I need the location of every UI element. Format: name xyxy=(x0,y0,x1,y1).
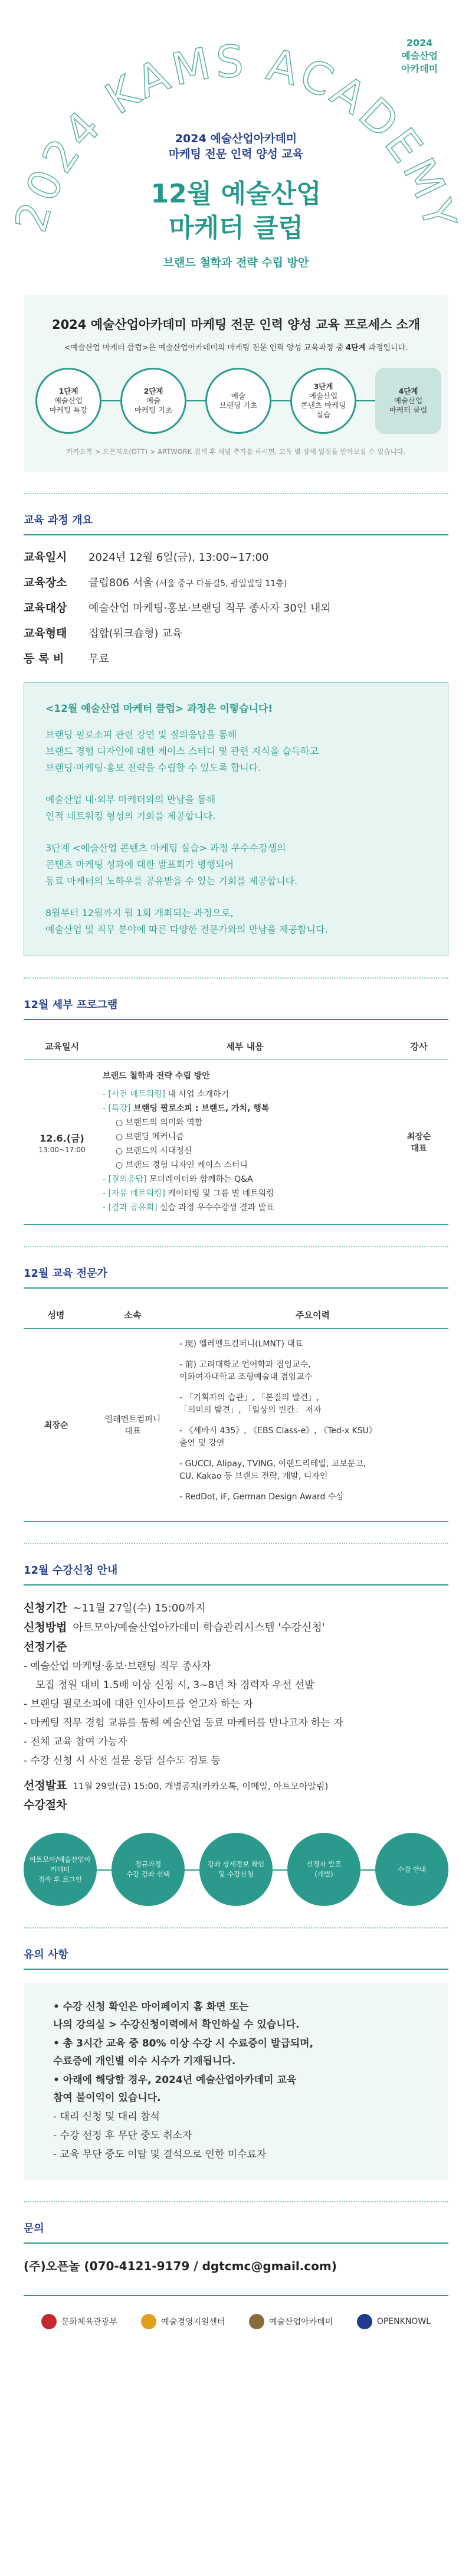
footer-logo xyxy=(249,2314,333,2329)
expert-row xyxy=(24,1329,448,1522)
expert-table xyxy=(24,1302,448,1522)
signup-announce-value: 11월 29일(금) 15:00, 개별공지(카카오톡, 이메일, 아트모아알림) xyxy=(73,1781,329,1792)
signup-flow xyxy=(24,1833,448,1906)
intro-paragraph: 3단계 <예술산업 콘텐츠 마케팅 실습> 과정 우수수강생의 콘텐츠 마케팅 성과에 대한 발표회가 병행되어 동료 마케터의 노하우를 공유받을 수 있는 기회를 제공합니다. xyxy=(45,842,298,887)
overview-value: 예술산업 마케팅·홍보·브랜딩 직무 종사자 30인 내외 xyxy=(88,602,331,614)
overview-row xyxy=(24,625,448,640)
program-section xyxy=(24,996,448,1225)
signup-period xyxy=(24,1598,448,1618)
program-item-tag: - [특강] xyxy=(103,1104,131,1113)
intro-paragraph: 예술산업 내·외부 마케터와의 만남을 통해 인적 네트워킹 형성의 기회를 제공합니다. xyxy=(45,794,216,822)
overview-row xyxy=(24,548,448,564)
contact-title: 문의 xyxy=(24,2220,448,2244)
process-step-text: 마케터 클럽 xyxy=(389,406,428,414)
signup-method-value: 아트모아/예술산업아카데미 학습관리시스템 '수강신청' xyxy=(73,1622,325,1634)
process-step-text: 실습 xyxy=(316,410,331,419)
footer-logo-text: 예술산업아카데미 xyxy=(269,2317,333,2327)
signup-criteria-list xyxy=(24,1657,448,1770)
overview-value: 2024년 12월 6일(금), 13:00~17:00 xyxy=(88,551,269,564)
program-item-text: ○ 브랜드 경험 디자인 케이스 스터디 xyxy=(116,1160,248,1170)
hero-subtitle-line1: 2024 예술산업아카데미 xyxy=(175,132,297,145)
overview-key: 교육형태 xyxy=(24,627,67,640)
contact-section xyxy=(24,2220,448,2244)
footer-logos xyxy=(24,2295,448,2353)
process-step-text: 예술 xyxy=(231,391,246,400)
program-item xyxy=(103,1144,387,1158)
expert-history xyxy=(177,1329,448,1522)
program-item-text: ○ 브랜딩 메커니즘 xyxy=(116,1132,184,1142)
flow-step: 정규과정 수강 강좌 선택 xyxy=(112,1833,185,1906)
overview-section xyxy=(24,512,448,535)
overview-key: 교육장소 xyxy=(24,576,67,589)
footer-logo-mark-icon xyxy=(249,2314,264,2329)
hero xyxy=(0,0,472,277)
signup-process xyxy=(24,1796,448,1815)
footer-logo-text: 문화체육관광부 xyxy=(61,2317,117,2327)
program-heading: 브랜드 철학과 전략 수립 방안 xyxy=(103,1071,210,1081)
expert-org-role: 대표 xyxy=(124,1427,141,1436)
divider xyxy=(24,2201,448,2202)
overview-title: 교육 과정 개요 xyxy=(24,512,448,535)
program-item-tag: - [질의응답] xyxy=(103,1175,147,1184)
overview-value: 집합(워크숍형) 교육 xyxy=(88,627,182,640)
program-instructor xyxy=(389,1060,448,1225)
program-item-tag: - [자유 네트워킹] xyxy=(103,1189,166,1198)
signup-criteria-key: 선정기준 xyxy=(24,1640,67,1653)
notice-item: • 총 3시간 교육 중 80% 이상 수강 시 수료증이 발급되며, 수료증에 개인별 이수 시수가 기재됩니다. xyxy=(53,2038,314,2067)
program-item-text: ○ 브랜드의 의미와 역할 xyxy=(116,1118,203,1127)
program-item xyxy=(103,1130,387,1144)
process-step-num: 3단계 xyxy=(313,382,333,391)
overview-value-detail: (서울 중구 다동길5, 광일빌딩 11층) xyxy=(153,579,287,589)
program-item-tag: - [사전 네트워킹] xyxy=(103,1090,166,1099)
signup-period-key: 신청기간 xyxy=(24,1601,67,1614)
signup-section xyxy=(24,1562,448,1586)
expert-header-history: 주요이력 xyxy=(177,1302,448,1329)
expert-title: 12월 교육 전문가 xyxy=(24,1265,448,1289)
criteria-item: - 수강 신청 시 사전 설문 응답 실수도 검토 등 xyxy=(24,1755,221,1767)
overview-list xyxy=(24,548,448,666)
divider xyxy=(24,493,448,494)
notice-item: - 수강 선정 후 무단 중도 취소자 xyxy=(53,2130,192,2142)
notice-item: - 교육 무단 중도 이탈 및 결석으로 인한 미수료자 xyxy=(53,2149,267,2160)
program-item xyxy=(103,1186,387,1201)
intro-paragraph: 브랜딩 필로소피 관련 강연 및 질의응답을 통해 브랜드 경험 디자인에 대한 케이스 스터디 및 관련 지식을 습득하고 브랜딩·마케팅·홍보 전략을 수립할 수 있도록 합니다. xyxy=(45,729,319,773)
footer-logo-mark-icon xyxy=(141,2314,156,2329)
process-desc-suffix: 과정입니다. xyxy=(366,344,408,352)
expert-history-item: - 前) 고려대학교 언어학과 겸임교수, 이화여자대학교 조형예술대 겸임교수 xyxy=(179,1360,313,1382)
flow-step: 선정자 발표 (개별) xyxy=(287,1833,360,1906)
signup-process-key: 수강절차 xyxy=(24,1799,67,1812)
corner-year: 2024 xyxy=(406,37,433,48)
program-item xyxy=(103,1158,387,1172)
process-step-text: 브랜딩 기초 xyxy=(219,401,258,410)
overview-key: 등 록 비 xyxy=(24,652,64,665)
expert-org xyxy=(88,1329,177,1522)
program-title: 12월 세부 프로그램 xyxy=(24,996,448,1020)
overview-key: 교육일시 xyxy=(24,551,67,564)
signup-method-key: 신청방법 xyxy=(24,1621,67,1634)
program-row xyxy=(24,1060,448,1225)
overview-row xyxy=(24,599,448,615)
footer-logo xyxy=(141,2314,225,2329)
program-item-text: 실습 과정 우수수강생 결과 발표 xyxy=(157,1203,274,1212)
expert-header-org: 소속 xyxy=(88,1302,177,1329)
process-step-text: 콘텐츠 마케팅 xyxy=(300,401,346,410)
overview-row xyxy=(24,574,448,590)
process-step-text: 예술산업 xyxy=(54,396,83,405)
program-date xyxy=(24,1060,100,1225)
program-item-text: 모더레이터와 함께하는 Q&A xyxy=(146,1175,253,1184)
divider xyxy=(24,1927,448,1928)
corner-name1: 예술산업 xyxy=(401,50,438,61)
notice-item: • 수강 신청 확인은 마이페이지 홈 화면 또는 나의 강의실 > 수강신청이력에서 확인하실 수 있습니다. xyxy=(53,2001,300,2031)
divider xyxy=(24,978,448,979)
process-step-text: 예술 xyxy=(146,396,161,405)
expert-history-item: - 現) 엘레멘트컴퍼니(LMNT) 대표 xyxy=(179,1339,303,1349)
process-steps xyxy=(35,368,442,434)
program-item xyxy=(103,1116,387,1130)
process-step-num: 4단계 xyxy=(398,387,418,395)
criteria-item: - 브랜딩 필로소피에 대한 인사이트를 얻고자 하는 자 xyxy=(24,1698,253,1710)
step-connector xyxy=(186,400,205,401)
overview-key: 교육대상 xyxy=(24,601,67,614)
program-instructor-name: 최장순 xyxy=(407,1132,431,1142)
hero-subtitle xyxy=(0,131,472,162)
overview-row xyxy=(24,650,448,666)
expert-section xyxy=(24,1265,448,1522)
signup-announce-key: 선정발표 xyxy=(24,1779,67,1792)
program-item xyxy=(103,1087,387,1101)
footer-logo-text: 예술경영지원센터 xyxy=(161,2317,225,2327)
flow-step: 수강 안내 xyxy=(375,1833,448,1906)
signup-announce xyxy=(24,1776,448,1796)
program-time: 13:00~17:00 xyxy=(38,1145,86,1154)
flow-step: 강좌 상세정보 확인 및 수강신청 xyxy=(199,1833,273,1906)
program-item-text: 내 사업 소개하기 xyxy=(165,1090,230,1099)
expert-name: 최장순 xyxy=(24,1329,88,1522)
expert-history-item: - GUCCI, Alipay, TVING, 이랜드리테일, 교보문고, CU, Kakao 등 브랜드 전략, 개발, 디자인 xyxy=(179,1459,366,1481)
process-desc-bold: 4단계 xyxy=(346,344,366,352)
flow-step: 아트모아/예술산업아카데미 접속 후 로그인 xyxy=(24,1833,97,1906)
process-step-text: 마케팅 기초 xyxy=(134,406,173,414)
expert-history-item: - 《세바시 435》, 《EBS Class-e》, 《Ted-x KSU》 출연 및 강연 xyxy=(179,1426,377,1448)
corner-name2: 아카데미 xyxy=(401,63,438,74)
hero-tagline: 브랜드 철학과 전략 수립 방안 xyxy=(163,256,309,269)
step-connector xyxy=(271,400,290,401)
overview-value: 무료 xyxy=(88,653,109,665)
expert-history-item: - RedDot, iF, German Design Award 수상 xyxy=(179,1492,344,1502)
program-table xyxy=(24,1033,448,1225)
footer-logo-text: OPENKNOWL xyxy=(376,2317,431,2326)
expert-org-name: 엘레멘트컴퍼니 xyxy=(104,1415,161,1424)
signup-title: 12월 수강신청 안내 xyxy=(24,1562,448,1586)
hero-subtitle-line2: 마케팅 전문 인력 양성 교육 xyxy=(168,148,304,161)
process-heading: 2024 예술산업아카데미 마케팅 전문 인력 양성 교육 프로세스 소개 xyxy=(51,318,421,332)
process-step xyxy=(375,368,441,434)
intro-paragraph: <12월 예술산업 마케터 클럽> 과정은 이렇습니다! xyxy=(45,703,273,715)
process-step-text: 예술산업 xyxy=(394,396,423,405)
process-step xyxy=(35,368,101,434)
footer-logo-mark-icon xyxy=(357,2314,372,2329)
program-header-instructor: 강사 xyxy=(389,1033,448,1060)
hero-title-line1: 12월 예술산업 xyxy=(150,179,322,209)
hero-title-line2: 마케터 클럽 xyxy=(169,213,303,243)
program-item-text: ○ 브랜드의 시대정신 xyxy=(116,1146,192,1156)
program-instructor-role: 대표 xyxy=(411,1144,427,1153)
divider xyxy=(24,1246,448,1247)
process-desc-prefix: <예술산업 마케터 클럽>은 예술산업아카데미의 마케팅 전문 인력 양성 교육과정 중 xyxy=(64,344,346,352)
process-step-text: 예술산업 xyxy=(309,391,338,400)
divider xyxy=(24,1543,448,1544)
signup-criteria xyxy=(24,1637,448,1657)
footer-logo xyxy=(357,2314,431,2329)
process-step xyxy=(120,368,186,434)
notice-title: 유의 사항 xyxy=(24,1946,448,1970)
process-step xyxy=(205,368,271,434)
program-item-tag: - [결과 공유회] xyxy=(103,1203,158,1212)
program-list xyxy=(103,1087,387,1215)
program-date-text: 12.6.(금) xyxy=(40,1132,84,1144)
program-header-date: 교육일시 xyxy=(24,1033,100,1060)
program-item xyxy=(103,1172,387,1186)
program-item xyxy=(103,1201,387,1215)
intro-paragraph: 8월부터 12월까지 월 1회 개최되는 과정으로, 예술산업 및 직무 분야에 따른 다양한 전문가와의 만남을 제공합니다. xyxy=(45,907,328,935)
process-box xyxy=(24,295,448,472)
intro-box xyxy=(24,682,448,956)
program-content xyxy=(100,1060,389,1225)
signup-body xyxy=(24,1598,448,1906)
process-step-text: 마케팅 특강 xyxy=(49,406,88,414)
hero-title xyxy=(0,177,472,246)
expert-header-name: 성명 xyxy=(24,1302,88,1329)
footer-logo xyxy=(41,2314,117,2329)
program-item-text: 케이터링 및 그룹 별 네트워킹 xyxy=(165,1189,274,1198)
program-item xyxy=(103,1101,387,1116)
expert-history-list xyxy=(179,1338,446,1503)
notice-box xyxy=(24,1983,448,2180)
notice-item: - 대리 신청 및 대리 참석 xyxy=(53,2111,160,2123)
criteria-item: - 예술산업 마케팅·홍보·브랜딩 직무 종사자 xyxy=(24,1660,211,1672)
overview-value: 클럽806 서울 (서울 중구 다동길5, 광일빌딩 11층) xyxy=(88,577,287,589)
process-note: 카카오톡 > 오픈지오(OTT) > ARTWORK 검색 후 채널 추가를 하시면, 교육 별 상세 일정을 받아보실 수 있습니다. xyxy=(66,447,406,456)
process-step xyxy=(290,368,356,434)
footer-logo-mark-icon xyxy=(41,2314,57,2329)
expert-history-item: - 「기획자의 습관」, 「본질의 발견」, 「의미의 발견」, 「일상의 빈칸」 저자 xyxy=(179,1393,322,1415)
notice-section xyxy=(24,1946,448,1970)
program-header-content: 세부 내용 xyxy=(100,1033,389,1060)
process-step-num: 2단계 xyxy=(143,387,163,395)
notice-item: • 아래에 해당할 경우, 2024년 예술산업아카데미 교육 참여 불이익이 있습니다. xyxy=(53,2074,297,2104)
corner-badge xyxy=(401,37,438,76)
criteria-item: - 전체 교육 참여 가능자 xyxy=(24,1736,127,1748)
signup-period-value: ~11월 27일(수) 15:00까지 xyxy=(73,1602,206,1614)
criteria-item: - 마케팅 직무 경험 교류를 통해 예술산업 동료 마케터를 만나고자 하는 자 xyxy=(24,1717,343,1729)
step-connector xyxy=(356,400,375,401)
process-desc xyxy=(35,341,437,352)
process-step-num: 1단계 xyxy=(58,387,78,395)
signup-method xyxy=(24,1618,448,1637)
program-item-text: 브랜딩 필로소피 : 브랜드, 가치, 행복 xyxy=(130,1104,270,1113)
step-connector xyxy=(101,400,120,401)
contact-text: (주)오픈놀 (070-4121-9179 / dgtcmc@gmail.com) xyxy=(24,2259,337,2273)
criteria-item: 모집 정원 대비 1.5배 이상 신청 시, 3~8년 차 경력자 우선 선발 xyxy=(35,1679,314,1691)
hero-arc-text: 2024 KAMS ACADEMY xyxy=(5,36,467,238)
